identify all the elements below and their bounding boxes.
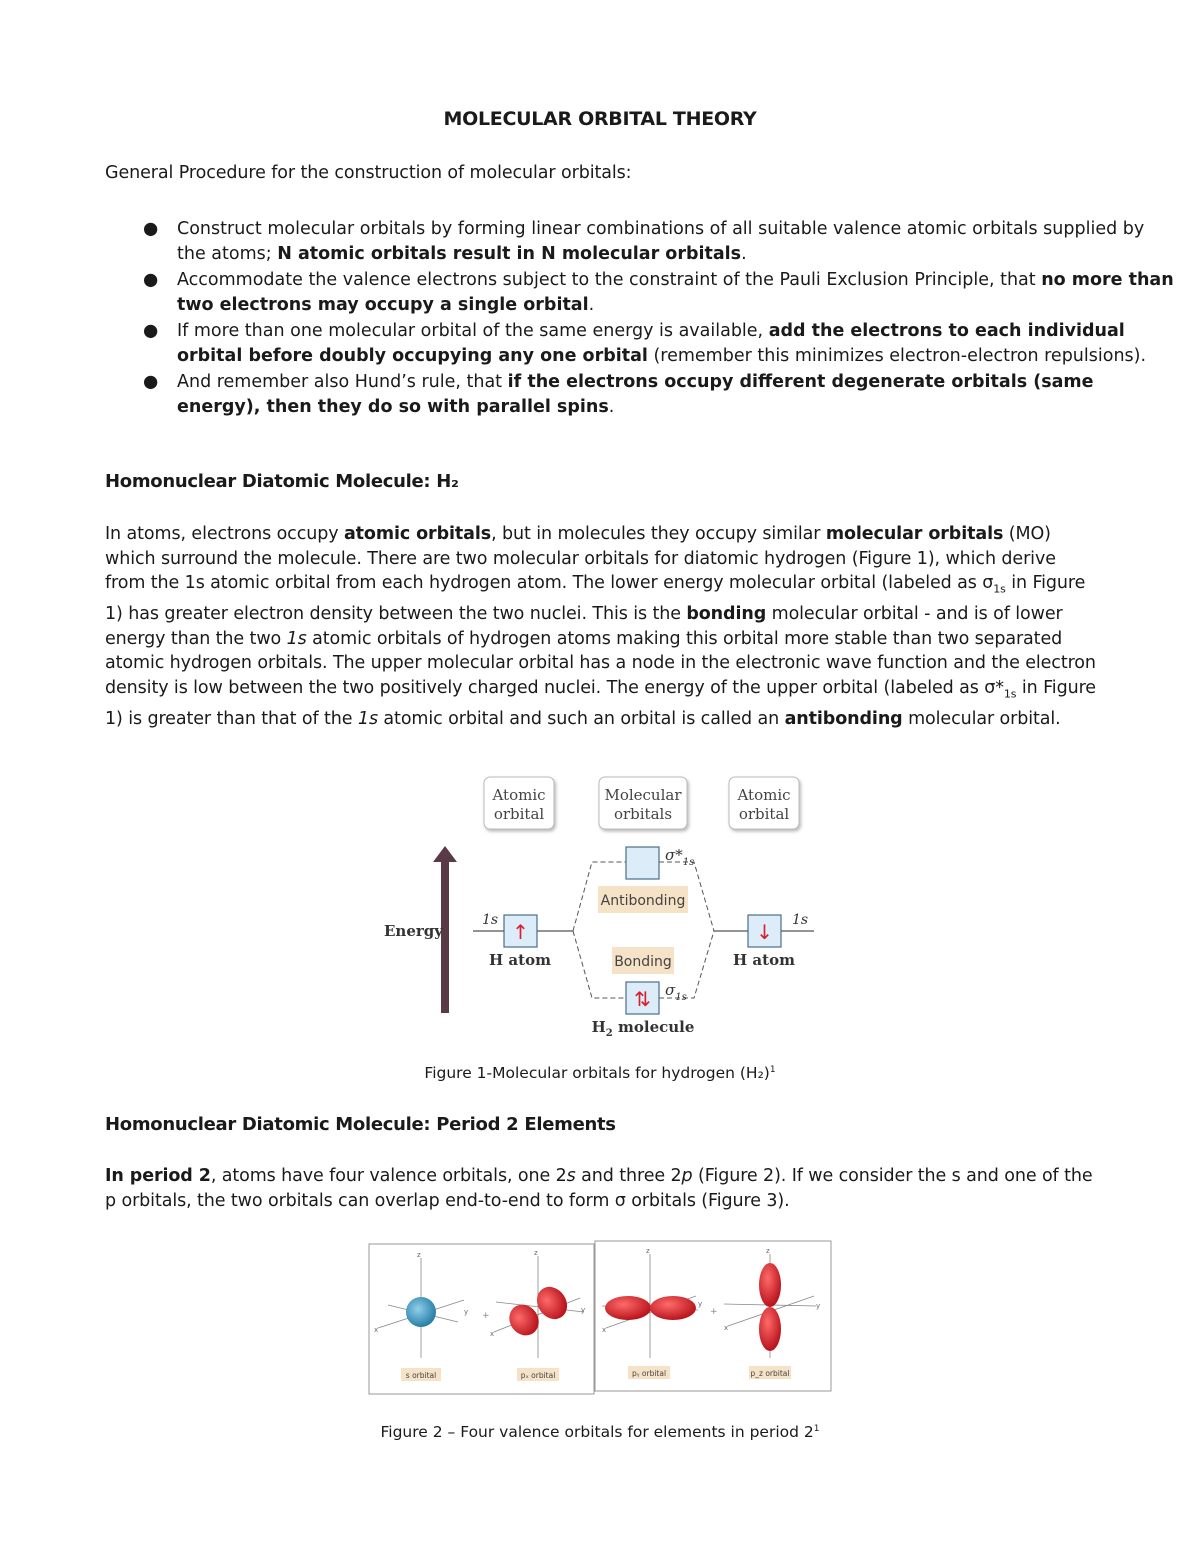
valence-orbitals-figure: [368, 1240, 832, 1396]
intro-text: General Procedure for the construction of molecular orbitals:: [105, 163, 632, 183]
axis-z-label: z: [766, 1247, 770, 1255]
label-1s-right: 1s: [792, 912, 809, 928]
list-item: ● If more than one molecular orbital of the same energy is available, add the electrons to each individual orbital before doubly occupying any one orbital (remember this minimizes electron-electron repulsions).: [143, 321, 1147, 366]
axis-y-label: y: [816, 1302, 821, 1310]
header-box-atomic-left: [484, 777, 554, 829]
axis-z-label: z: [534, 1249, 538, 1257]
bullet-icon: ●: [143, 372, 159, 392]
bullet-icon: ●: [143, 321, 159, 341]
axis-x-label: x: [490, 1330, 495, 1338]
pz-orbital-label: p_z orbital: [750, 1369, 790, 1378]
procedure-list: [105, 217, 1177, 421]
axis-x-label: x: [724, 1324, 729, 1332]
svg-text:orbital: orbital: [493, 805, 545, 823]
svg-text:orbitals: orbitals: [613, 805, 673, 823]
h-atom-label-left: H atom: [489, 951, 551, 969]
mo-diagram-h2: [370, 770, 830, 1045]
spin-down-icon: ↓: [756, 920, 773, 944]
list-item: ● Accommodate the valence electrons subject to the constraint of the Pauli Exclusion Principle, that no more than two electrons may occupy a single orbital.: [143, 270, 1174, 315]
antibonding-orbital-box: [626, 847, 659, 879]
axis-y-label: y: [581, 1306, 586, 1314]
label-1s-left: 1s: [482, 912, 499, 928]
sigma-star-label: $\sigma*_{1s}$: [665, 846, 695, 868]
s-orbital-label: s orbital: [405, 1371, 437, 1380]
axis-x-label: x: [602, 1326, 607, 1334]
plus-sign: +: [710, 1307, 718, 1317]
bullet-icon: ●: [143, 270, 159, 290]
axis-z-label: z: [646, 1247, 650, 1255]
page-title: MOLECULAR ORBITAL THEORY: [443, 108, 757, 130]
sigma-label: $\sigma_{1s}$: [665, 981, 687, 1003]
connector-lines: [573, 862, 714, 998]
plus-sign: +: [482, 1311, 490, 1321]
energy-label: Energy: [384, 922, 443, 940]
section-heading-period2: Homonuclear Diatomic Molecule: Period 2 Elements: [105, 1114, 616, 1135]
spin-up-icon: ↑: [512, 920, 529, 944]
h2-molecule-label: $H_2$ molecule: [591, 1018, 695, 1039]
py-orbital-label: pᵧ orbital: [631, 1369, 667, 1378]
axis-z-label: z: [417, 1251, 421, 1259]
bonding-label: Bonding: [614, 954, 672, 970]
antibonding-label: Antibonding: [600, 893, 686, 909]
svg-text:Atomic: Atomic: [737, 786, 791, 804]
axis-y-label: y: [464, 1308, 469, 1316]
axis-x-label: x: [374, 1326, 379, 1334]
figure2-caption: Figure 2 – Four valence orbitals for elements in period $2^1$: [380, 1423, 820, 1441]
svg-text:Atomic: Atomic: [492, 786, 546, 804]
svg-text:orbital: orbital: [738, 805, 790, 823]
h2-paragraph: In atoms, electrons occupy atomic orbitals, but in molecules they occupy similar molecular orbitals (MO) which surround the molecule. There are two molecular orbitals for diatomic hydrogen (Figure 1), which derive from the 1s atomic orbital from each hydrogen atom. The lower energy molecular orbital (labeled as $\sigma_{1s}$ in Figure 1) has greater electron density between the two nuclei. This is the bonding molecular orbital - and is of lower energy than the two 1s atomic orbitals of hydrogen atoms making this orbital more stable than two separated atomic hydrogen orbitals. The upper molecular orbital has a node in the electronic wave function and the electron density is low between the two positively charged nuclei. The energy of the upper orbital (labeled as $\sigma*_{1s}$ in Figure 1) is greater than that of the 1s atomic orbital and such an orbital is called an antibonding molecular orbital.: [105, 524, 1096, 729]
axis-y-label: y: [698, 1300, 703, 1308]
px-orbital-label: pₓ orbital: [520, 1371, 556, 1380]
list-item: ● And remember also Hund’s rule, that if the electrons occupy different degenerate orbitals (same energy), then they do so with parallel spins.: [143, 372, 1094, 417]
header-box-molecular: [599, 777, 687, 829]
spin-pair-icon: ⇅: [634, 987, 651, 1011]
bullet-icon: ●: [143, 219, 159, 239]
svg-text:Molecular: Molecular: [604, 786, 682, 804]
h-atom-label-right: H atom: [733, 951, 795, 969]
list-item: ● Construct molecular orbitals by forming linear combinations of all suitable valence atomic orbitals supplied by the atoms; N atomic orbitals result in N molecular orbitals.: [143, 219, 1145, 264]
period2-paragraph: In period 2, atoms have four valence orbitals, one 2s and three 2p (Figure 2). If we consider the s and one of the p orbitals, the two orbitals can overlap end-to-end to form σ orbitals (Figure 3).: [105, 1166, 1093, 1211]
figure1-caption: Figure 1-Molecular orbitals for hydrogen $(H_2)^1$: [424, 1064, 776, 1082]
section-heading-h2: Homonuclear Diatomic Molecule: H₂: [105, 471, 459, 492]
header-box-atomic-right: [729, 777, 799, 829]
